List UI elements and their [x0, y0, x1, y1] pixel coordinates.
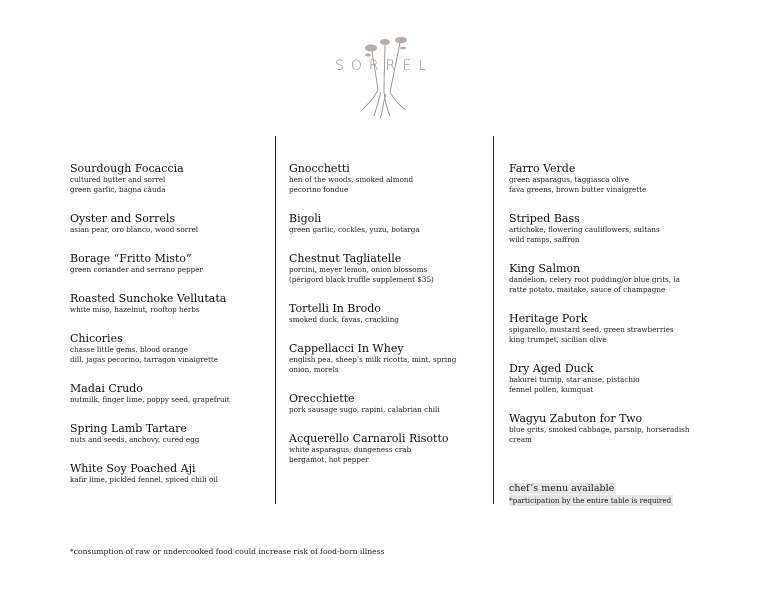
menu-item: [509, 362, 699, 395]
dish-description: nuts and seeds, anchovy, cured egg: [70, 435, 200, 444]
dish-name: Bigoli: [289, 212, 322, 225]
menu-item: [289, 302, 489, 325]
menu-item: [289, 392, 489, 415]
chefs-menu-title: chef’s menu available: [509, 483, 615, 494]
menu-item: [70, 382, 270, 405]
dish-description: blue grits, smoked cabbage, parsnip, horseradish cream: [509, 425, 690, 444]
menu-item: [70, 462, 270, 485]
dish-description: white miso, hazelnut, rooftop herbs: [70, 305, 200, 314]
dish-name: Cappellacci In Whey: [289, 342, 404, 355]
dish-name: Striped Bass: [509, 212, 580, 225]
dish-name: Spring Lamb Tartare: [70, 422, 187, 435]
column-divider-right: [493, 136, 494, 504]
dish-description: english pea, sheep’s milk ricotta, mint, spring onion, morels: [289, 355, 457, 374]
dish-description: pork sausage sugo, rapini, calabrian chili: [289, 405, 440, 414]
logo-wordmark: SORREL: [334, 58, 433, 74]
dish-description: white asparagus, dungeness crab bergamot, hot pepper: [289, 445, 412, 464]
menu-item: [289, 432, 489, 465]
dish-description: artichoke, flowering cauliflowers, sultans wild ramps, saffron: [509, 225, 660, 244]
dish-description: spigarello, mustard seed, green strawberries king trumpet, sicilian olive: [509, 325, 674, 344]
dish-name: Gnocchetti: [289, 162, 350, 175]
dish-name: Sourdough Focaccia: [70, 162, 184, 175]
menu-item: [289, 162, 489, 195]
dish-name: Tortelli In Brodo: [289, 302, 381, 315]
dish-name: Roasted Sunchoke Vellutata: [70, 292, 227, 305]
menu-item: [509, 212, 699, 245]
menu-item: [70, 212, 270, 235]
sorrel-logo: [328, 20, 440, 120]
dish-name: King Salmon: [509, 262, 581, 275]
dish-name: Farro Verde: [509, 162, 576, 175]
raw-food-footnote: *consumption of raw or undercooked food could increase risk of food-born illness: [70, 547, 385, 556]
dish-name: Wagyu Zabuton for Two: [509, 412, 643, 425]
dish-description: asian pear, oro blanco, wood sorrel: [70, 225, 199, 234]
menu-item: [289, 342, 489, 375]
dish-description: hen of the woods, smoked almond pecorino fonduе: [289, 175, 414, 194]
dish-name: Madai Crudo: [70, 382, 143, 395]
menu-column-3: [509, 162, 699, 507]
dish-name: White Soy Poached Aji: [70, 462, 196, 475]
menu-item: [70, 252, 270, 275]
menu-item: [289, 212, 489, 235]
chefs-menu-notice: [509, 476, 673, 506]
dish-description: smoked duck, favas, crackling: [289, 315, 400, 324]
menu-item: [70, 332, 270, 365]
dish-name: Dry Aged Duck: [509, 362, 594, 375]
menu-item: [70, 422, 270, 445]
dish-description: green garlic, cockles, yuzu, botarga: [289, 225, 420, 234]
column-divider-left: [275, 136, 276, 504]
chefs-menu-note: *participation by the entire table is required: [509, 496, 672, 505]
dish-description: porcini, meyer lemon, onion blossoms (périgord black truffle supplement $35): [289, 265, 434, 284]
dish-description: hakurei turnip, star anise, pistachio fennel pollen, kumquat: [509, 375, 640, 394]
menu-column-2: [289, 162, 489, 482]
menu-item: [509, 162, 699, 195]
menu-item: [70, 162, 270, 195]
menu-item: [70, 292, 270, 315]
dish-description: cultured butter and sorrel green garlic, bagna càuda: [70, 175, 166, 194]
dish-description: kafir lime, pickled fennel, spiced chili oil: [70, 475, 218, 484]
dish-description: green coriander and serrano pepper: [70, 265, 203, 274]
dish-name: Orecchiette: [289, 392, 355, 405]
menu-column-1: [70, 162, 270, 502]
dish-name: Chicories: [70, 332, 123, 345]
dish-name: Acquerello Carnaroli Risotto: [289, 432, 449, 445]
dish-description: nutmilk, finger lime, poppy seed, grapefruit: [70, 395, 230, 404]
dish-name: Borage “Fritto Misto”: [70, 252, 192, 265]
menu-item: [289, 252, 489, 285]
dish-description: green asparagus, taggiasca olive fava greens, brown butter vinaigrette: [509, 175, 647, 194]
menu-item: [509, 412, 699, 445]
menu-item: [509, 262, 699, 295]
menu-item: [509, 312, 699, 345]
dish-name: Oyster and Sorrels: [70, 212, 176, 225]
dish-description: dandelion, celery root pudding/or blue grits, la ratte potato, maitake, sauce of champagne: [509, 275, 680, 294]
dish-name: Chestnut Tagliatelle: [289, 252, 402, 265]
dish-name: Heritage Pork: [509, 312, 588, 325]
dish-description: chasse little gems, blood orange dill, jagas pecorino, tarragon vinaigrette: [70, 345, 218, 364]
